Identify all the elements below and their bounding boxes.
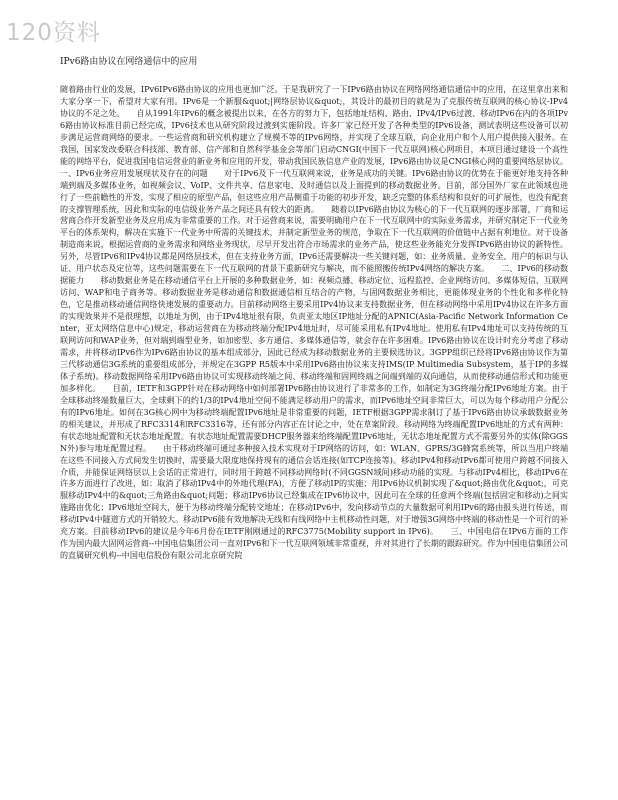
watermark-logo: 120资料 <box>6 20 101 46</box>
document-title: IPv6路由协议在网络通信中的应用 <box>60 57 198 67</box>
document-page <box>60 56 585 562</box>
document-body: 随着路由行业的发展，IPv6IPv6路由协议的应用也更加广泛。于是我研究了一下IPv6路由协议在网络网络通信通信中的应用，在这里拿出来和大家分享一下，希望对大家有用。IPv6是一个新服&quot;|网络层协议&quot;，其设计的最初目的就是为了克服传统互联网的核心协议-IPv4协议的不足之处。 自从1991年IPv6的概念被提出以来，在各方的努力下，包括地址结构、路由、IPv4/IPv6过渡、移动IPv6在内的各项IPv6路由协议标准目前已经完成，IPv6技术也从研究阶段过渡到实施阶段。许多厂家已经开发了各种类型的IPv6设备，测试表明这些设备可以初步满足运营商网络的要求。一些运营商和研究机构建立了规模不等的IPv6网络，并实现了全球互联，向企业用户和个人用户提供接入服务。在我国，国家发改委联合科技部、教育部、信产部和自然科学基金会等部门启动CNGI(中国下一代互联网)核心网项目，本项目通过建设一个高性能的网络平台，促进我国电信运营业的新业务和应用的开发，带动我国民族信息产业的发展，IPv6路由协议是CNGI核心网的重要网络层协议。一、IPv6业务应用发展现状及存在的问题 对于IPv6及下一代互联网来说，业务是成功的关键。IPv6路由协议的优势在于能更好地支持各种端到端及多媒体业务，如视频会议、VoIP、文件共享、信息家电、及时通信以及上面提到的移动数据业务。目前，部分国外厂家在此领域也进行了一些前瞻性的开发，实现了相应的原型产品，但这些应用产品侧重于功能的初步开发，缺乏完整的体系结构和良好的可扩展性，也没有配套的支撑管理系统，因此和实际的电信级业务产品之间还具有较大的距离。 随着以IPv6路由协议为核心的下一代互联网的逐步部署，厂商和运营商合作开发新型业务及应用成为非常重要的工作。对于运营商来说，需要明确用户在下一代互联网中的实际业务需求，并研究制定下一代业务平台的体系架构，解决在实施下一代业务中所需的关键技术，并制定新型业务的规范，争取在下一代互联网的价值链中占据有利地位。对于设备制造商来说，根据运营商的业务需求和网络业务现状，尽早开发出符合市场需求的业务产品，使这些业务能充分发挥IPv6路由协议的新特性。另外，尽管IPv6和IPv4协议都是网络层技术，但在支持业务方面，IPv6还需要解决一些关键问题，如：业务质量、业务安全、用户的标识与认证、用户状态及定位等，这些问题需要在下一代互联网的背景下重新研究与解决，而不能照搬传统IPv4网络的解决方案。 二、IPv6的移动数据能力 移动数据业务是在移动通信平台上开展的多种数据业务，如：视频点播、移动定位、远程监控、企业网络访问、多媒体短信、互联网访问、WAP和电子商务等。移动数据业务是移动通信和数据通信相互结合的产物，与固网数据业务相比，更能体现业务的个性化和多样化特色，它是推动移动通信网络快速发展的重要动力。目前移动网络主要采用IPv4协议来支持数据业务，但在移动网络中采用IPv4协议在许多方面的实现效果并不是很理想，以地址为例，由于IPv4地址很有限，负责亚太地区IP地址分配的APNIC(Asia-Pacific Network Information Center，亚太网络信息中心)规定，移动运营商在为移动终端分配IPv4地址时，尽可能采用私有IPv4地址。使用私有IPv4地址可以支持传统的互联网访问和WAP业务，但对端到端型业务，如加密型、多方通信、多媒体通信等，就会存在许多困难。IPv6路由协议在设计时充分考虑了移动需求，并将移动IPv6作为IPv6路由协议的基本组成部分，因此已经成为移动数据业务的主要候选协议。3GPP组织已经将IPv6路由协议作为第三代移动通信3G系统的重要组成部分，并规定在3GPP R5版本中采用IPv6路由协议来支持IMS(IP Multimedia Subsystem，基于IP的多媒体子系统)。移动数据网络采用IPv6路由协议可实现移动终端之间、移动终端和固网终端之间端到端的双向通信，从而使移动通信形式和功能更加多样化。 目前，IETF和3GPP针对在移动网络中如何部署IPv6路由协议进行了非常多的工作，如制定为3G终端分配IPv6地址方案。由于全球移动终端数量巨大，全球剩下的约1/3的IPv4地址空间不能满足移动用户的需求，而IPv6地址空间非常巨大，可以为每个移动用户分配公有的IPv6地址。如何在3G核心网中为移动终端配置IPv6地址是非常重要的问题，IETF根据3GPP需求制订了基于IPv6路由协议承载数据业务的相关建议，并形成了RFC3314和RFC3316等，还有部分内容正在讨论之中，处在草案阶段。移动网络为终端配置IPv6地址的方式有两种：有状态地址配置和无状态地址配置。有状态地址配置需要DHCP服务器来给终端配置IPv6地址，无状态地址配置方式不需要另外的实体(除GGSN外)参与地址配置过程。 由于移动终端可通过多种接入技术实现对于IP网络的访问，如：WLAN、GPRS/3G蜂窝系统等，所以当用户终端在这些不同接入方式间发生切换时，需要最大限度地保持现有的通信会话连接(如TCP连接等)。移动IPv4和移动IPv6都可使用户跨越不同接入介质，并能保证网络层以上会话的正常进行，同时用于跨越不同移动网络时(不同GGSN域间)移动功能的实现。与移动IPv4相比，移动IPv6在许多方面进行了改进，如：取消了移动IPv4中的外地代理(FA)，方便了移动IP的实施；用IPv6协议机制实现了&quot;路由优化&quot;，可克服移动IPv4中的&quot;三角路由&quot;问题；移动IPv6协议已经集成在IPv6协议中，因此可在全球的任意两个终端(包括固定和移动)之间实施路由优化；IPv6地址空间大，便于为移动终端分配转交地址；在移动IPv6中，发向移动节点的大量数据可利用IPv6的路由报头进行传送，而移动IPv4中隧道方式的开销较大。移动IPv6能有效地解决无线和有线网络中主机移动性问题，对于增强3G网络中终端的移动性是一个可行的补充方案。目前移动IPv6的建议是今年6月份在IETF刚刚通过的RFC3775(Mobility support in IPv6)。 三、中国电信在IPv6方面的工作 作为国内最大固网运营商--中国电信集团公司一直对IPv6和下一代互联网领域非常重视，并对其进行了长期的跟踪研究。作为中国电信集团公司的直属研究机构--中国电信股份有限公司北京研究院 <box>60 85 585 561</box>
